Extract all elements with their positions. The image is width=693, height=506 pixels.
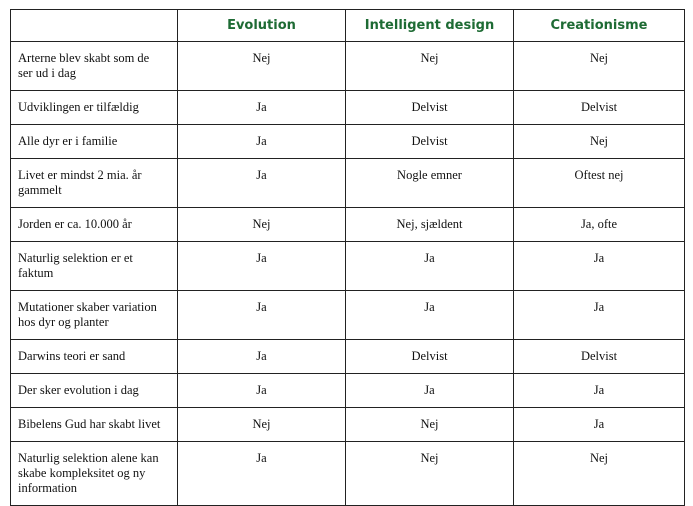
intelligent-design-value: Ja — [346, 291, 514, 340]
intelligent-design-value: Delvist — [346, 125, 514, 159]
intelligent-design-value: Ja — [346, 374, 514, 408]
row-label: Livet er mindst 2 mia. år gammelt — [11, 159, 178, 208]
evolution-value: Ja — [178, 374, 346, 408]
evolution-value: Ja — [178, 340, 346, 374]
intelligent-design-value: Delvist — [346, 91, 514, 125]
header-intelligent-design: Intelligent design — [346, 10, 514, 42]
header-creationisme: Creationisme — [514, 10, 685, 42]
row-label: Jorden er ca. 10.000 år — [11, 208, 178, 242]
evolution-value: Ja — [178, 242, 346, 291]
table-row — [11, 291, 685, 340]
creationisme-value: Delvist — [514, 340, 685, 374]
row-label: Naturlig selektion alene kan skabe kompleksitet og ny information — [11, 442, 178, 506]
evolution-value: Nej — [178, 208, 346, 242]
intelligent-design-value: Nej — [346, 42, 514, 91]
creationisme-value: Nej — [514, 442, 685, 506]
row-label: Darwins teori er sand — [11, 340, 178, 374]
header-evolution: Evolution — [178, 10, 346, 42]
intelligent-design-value: Nej — [346, 408, 514, 442]
table-row — [11, 208, 685, 242]
row-label: Bibelens Gud har skabt livet — [11, 408, 178, 442]
comparison-table — [10, 9, 685, 506]
creationisme-value: Ja — [514, 291, 685, 340]
creationisme-value: Oftest nej — [514, 159, 685, 208]
row-label: Udviklingen er tilfældig — [11, 91, 178, 125]
evolution-value: Ja — [178, 159, 346, 208]
creationisme-value: Nej — [514, 42, 685, 91]
evolution-value: Ja — [178, 125, 346, 159]
intelligent-design-value: Nej — [346, 442, 514, 506]
header-corner-cell — [11, 10, 178, 42]
evolution-value: Nej — [178, 42, 346, 91]
table-row — [11, 242, 685, 291]
row-label: Arterne blev skabt som de ser ud i dag — [11, 42, 178, 91]
evolution-value: Ja — [178, 91, 346, 125]
row-label: Naturlig selektion er et faktum — [11, 242, 178, 291]
row-label: Mutationer skaber variation hos dyr og planter — [11, 291, 178, 340]
creationisme-value: Ja — [514, 374, 685, 408]
creationisme-value: Ja — [514, 408, 685, 442]
table-row — [11, 42, 685, 91]
row-label: Alle dyr er i familie — [11, 125, 178, 159]
intelligent-design-value: Nej, sjældent — [346, 208, 514, 242]
evolution-value: Ja — [178, 291, 346, 340]
table-row — [11, 408, 685, 442]
row-label: Der sker evolution i dag — [11, 374, 178, 408]
table-row — [11, 125, 685, 159]
header-row — [11, 10, 685, 42]
evolution-value: Nej — [178, 408, 346, 442]
table-row — [11, 442, 685, 506]
creationisme-value: Nej — [514, 125, 685, 159]
table-row — [11, 340, 685, 374]
creationisme-value: Ja, ofte — [514, 208, 685, 242]
table-row — [11, 91, 685, 125]
creationisme-value: Ja — [514, 242, 685, 291]
table-row — [11, 374, 685, 408]
creationisme-value: Delvist — [514, 91, 685, 125]
table-row — [11, 159, 685, 208]
intelligent-design-value: Nogle emner — [346, 159, 514, 208]
evolution-value: Ja — [178, 442, 346, 506]
intelligent-design-value: Ja — [346, 242, 514, 291]
intelligent-design-value: Delvist — [346, 340, 514, 374]
